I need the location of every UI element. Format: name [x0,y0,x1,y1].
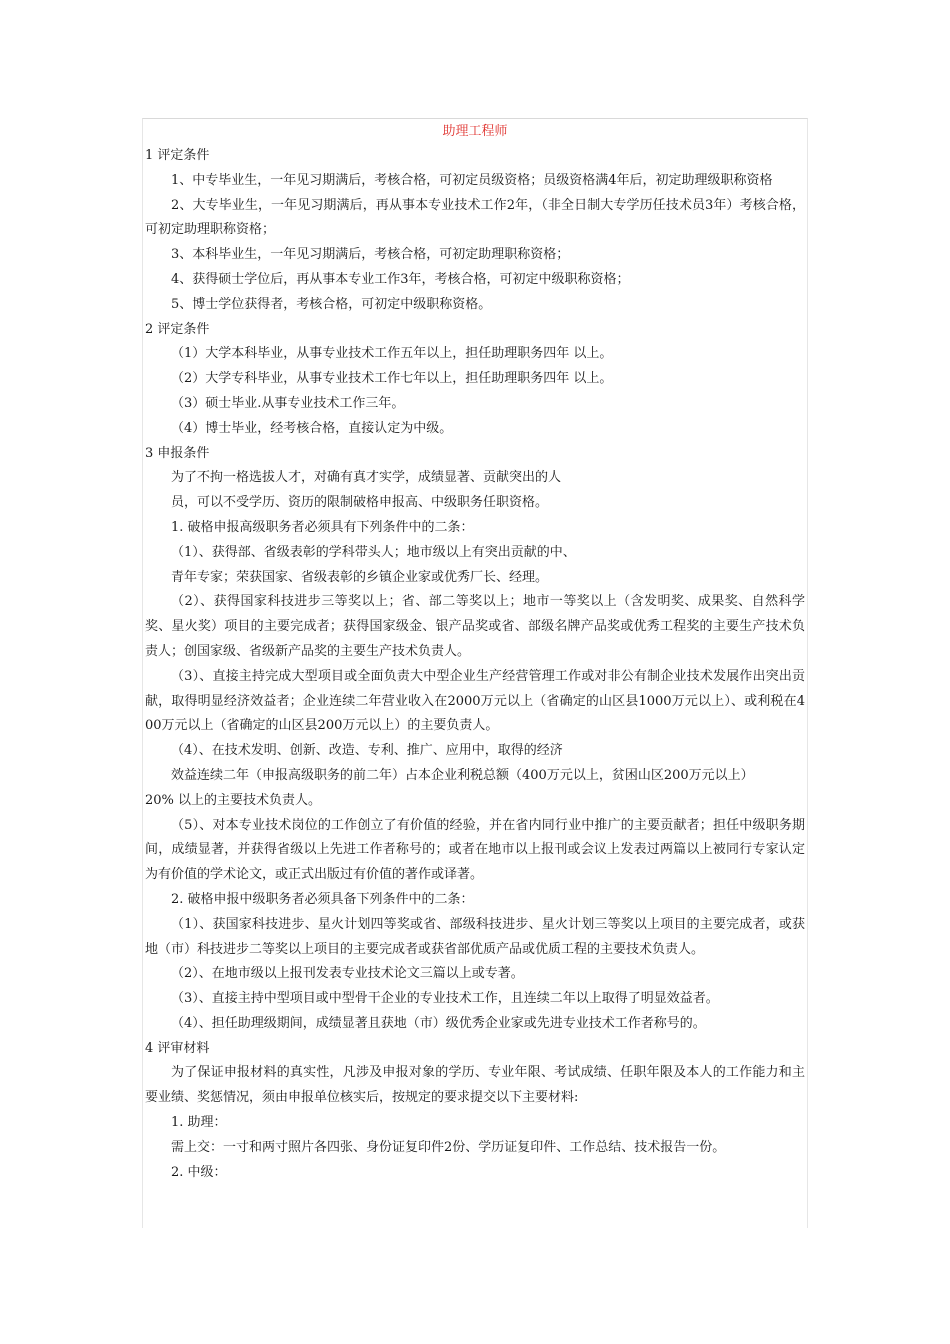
section-heading: 1 评定条件 [145,148,210,163]
paragraph: 1. 助理： [171,1115,227,1131]
paragraph: （2）、在地市级以上报刊发表专业技术论文三篇以上或专著。 [171,966,524,982]
paragraph: 为了保证申报材料的真实性，凡涉及申报对象的学历、专业年限、考试成绩、任职年限及本人的工作能力和主要业绩、奖惩情况，须由申报单位核实后，按规定的要求提交以下主要材料: [145,1065,805,1106]
section-heading: 3 申报条件 [145,445,210,461]
paragraph: 3、本科毕业生，一年见习期满后，考核合格，可初定助理职称资格； [171,247,570,263]
paragraph: 2、大专毕业生，一年见习期满后，再从事本专业技术工作2年，（非全日制大专学历任技术员3年）考核合格，可初定助理职称资格； [145,197,805,238]
paragraph: 青年专家；荣获国家、省级表彰的乡镇企业家或优秀厂长、经理。 [171,569,549,585]
paragraph: 需上交：一寸和两寸照片各四张、身份证复印件2份、学历证复印件、工作总结、技术报告一份。 [171,1139,726,1155]
paragraph: （2）大学专科毕业，从事专业技术工作七年以上，担任助理职务四年 以上。 [171,371,613,387]
paragraph: 为了不拘一格选拔人才，对确有真才实学，成绩显著、贡献突出的人 [171,470,562,486]
paragraph: 2. 中级： [171,1164,227,1180]
paragraph: 效益连续二年（申报高级职务的前二年）占本企业利税总额（400万元以上，贫困山区200万元以上） [171,767,754,783]
paragraph: （4）、担任助理级期间，成绩显著且获地（市）级优秀企业家或先进专业技术工作者称号的。 [171,1015,706,1031]
document-frame [142,118,808,1228]
paragraph: （2）、获得国家科技进步三等奖以上；省、部二等奖以上；地市一等奖以上（含发明奖、成果奖、自然科学奖、星火奖）项目的主要完成者；获得国家级金、银产品奖或省、部级名牌产品奖或优秀工程奖的主要生产技术负责人；创国家级、省级新产品奖的主要生产技术负责人。 [145,594,805,659]
paragraph: （5）、对本专业技术岗位的工作创立了有价值的经验，并在省内同行业中推广的主要贡献者；担任中级职务期间，成绩显著，并获得省级以上先进工作者称号的；或者在地市以上报刊或会议上发表过两篇以上被同行专家认定为有价值的学术论文，或正式出版过有价值的著作或译著。 [145,817,805,883]
paragraph: 5、博士学位获得者，考核合格，可初定中级职称资格。 [171,296,492,312]
paragraph: （3）硕士毕业.从事专业技术工作三年。 [171,395,405,411]
paragraph: 1、中专毕业生，一年见习期满后，考核合格，可初定员级资格；员级资格满4年后，初定助理级职称资格 [171,172,773,188]
paragraph: 1. 破格申报高级职务者必须具有下列条件中的二条： [171,519,474,535]
paragraph: （1）、获国家科技进步、星火计划四等奖或省、部级科技进步、星火计划三等奖以上项目的主要完成者，或获地（市）科技进步二等奖以上项目的主要完成者或获省部优质产品或优质工程的主要技术负责人。 [145,916,805,957]
paragraph: （3）、直接主持完成大型项目或全面负责大中型企业生产经营管理工作或对非公有制企业技术发展作出突出贡献，取得明显经济效益者；企业连续二年营业收入在2000万元以上（省确定的山区县1000万元以上）、或利税在400万元以上（省确定的山区县200万元以上）的主要负责人。 [145,668,805,734]
paragraph: （1）、获得部、省级表彰的学科带头人；地市级以上有突出贡献的中、 [171,544,576,560]
section-heading: 4 评审材料 [145,1040,210,1056]
paragraph: 2. 破格申报中级职务者必须具备下列条件中的二条： [171,891,474,907]
paragraph: （4）博士毕业，经考核合格，直接认定为中级。 [171,420,453,436]
paragraph: 员，可以不受学历、资历的限制破格申报高、中级职务任职资格。 [171,495,549,511]
document-body [143,144,807,1185]
paragraph: （1）大学本科毕业，从事专业技术工作五年以上，担任助理职务四年 以上。 [171,346,613,362]
section-heading: 20% 以上的主要技术负责人。 [145,792,322,808]
section-heading: 2 评定条件 [145,321,210,337]
paragraph: （4）、在技术发明、创新、改造、专利、推广、应用中，取得的经济 [171,743,563,759]
page-title: 助理工程师 [442,124,508,139]
paragraph: （3）、直接主持中型项目或中型骨干企业的专业技术工作，且连续二年以上取得了明显效益者。 [171,991,719,1007]
paragraph: 4、获得硕士学位后，再从事本专业工作3年，考核合格，可初定中级职称资格； [171,271,630,287]
